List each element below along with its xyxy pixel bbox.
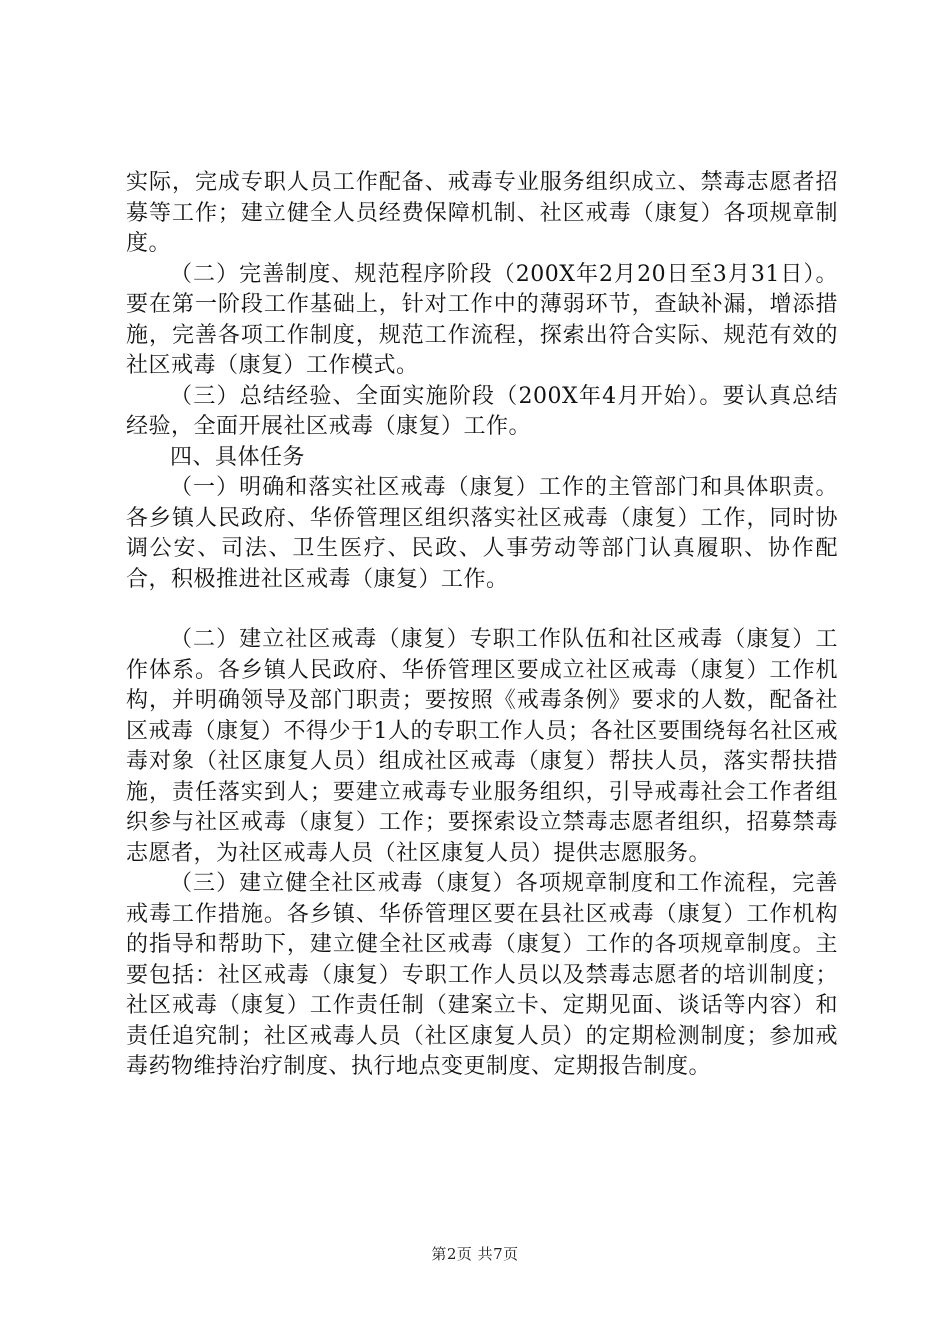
page-number-footer: 第2页 共7页 xyxy=(431,1245,519,1263)
paragraph-task-two: （二）建立社区戒毒（康复）专职工作队伍和社区戒毒（康复）工作体系。各乡镇人民政府、华侨管理区要成立社区戒毒（康复）工作机构，并明确领导及部门职责；要按照《戒毒条例》要求的人数，配备社区戒毒（康复）不得少于1人的专职工作人员；各社区要围绕每名社区戒毒对象（社区康复人员）组成社区戒毒（康复）帮扶人员，落实帮扶措施，责任落实到人；要建立戒毒专业服务组织，引导戒毒社会工作者组织参与社区戒毒（康复）工作；要探索设立禁毒志愿者组织，招募禁毒志愿者，为社区戒毒人员（社区康复人员）提供志愿服务。 xyxy=(126,627,838,866)
document-body xyxy=(126,168,838,1083)
paragraph-stage-two: （二）完善制度、规范程序阶段（200X年2月20日至3月31日）。要在第一阶段工作基础上，针对工作中的薄弱环节，查缺补漏，增添措施，完善各项工作制度，规范工作流程，探索出符合实际、规范有效的社区戒毒（康复）工作模式。 xyxy=(126,261,838,378)
paragraph-task-one: （一）明确和落实社区戒毒（康复）工作的主管部门和具体职责。各乡镇人民政府、华侨管理区组织落实社区戒毒（康复）工作，同时协调公安、司法、卫生医疗、民政、人事劳动等部门认真履职、协作配合，积极推进社区戒毒（康复）工作。 xyxy=(126,475,838,592)
paragraph-continuation: 实际，完成专职人员工作配备、戒毒专业服务组织成立、禁毒志愿者招募等工作；建立健全人员经费保障机制、社区戒毒（康复）各项规章制度。 xyxy=(126,170,838,256)
section-heading-specific-tasks: 四、具体任务 xyxy=(170,444,306,470)
paragraph-task-three: （三）建立健全社区戒毒（康复）各项规章制度和工作流程，完善戒毒工作措施。各乡镇、华侨管理区要在县社区戒毒（康复）工作机构的指导和帮助下，建立健全社区戒毒（康复）工作的各项规章制度。主要包括：社区戒毒（康复）专职工作人员以及禁毒志愿者的培训制度；社区戒毒（康复）工作责任制（建案立卡、定期见面、谈话等内容）和责任追究制；社区戒毒人员（社区康复人员）的定期检测制度；参加戒毒药物维持治疗制度、执行地点变更制度、定期报告制度。 xyxy=(126,871,838,1079)
paragraph-stage-three: （三）总结经验、全面实施阶段（200X年4月开始）。要认真总结经验，全面开展社区戒毒（康复）工作。 xyxy=(126,383,838,439)
